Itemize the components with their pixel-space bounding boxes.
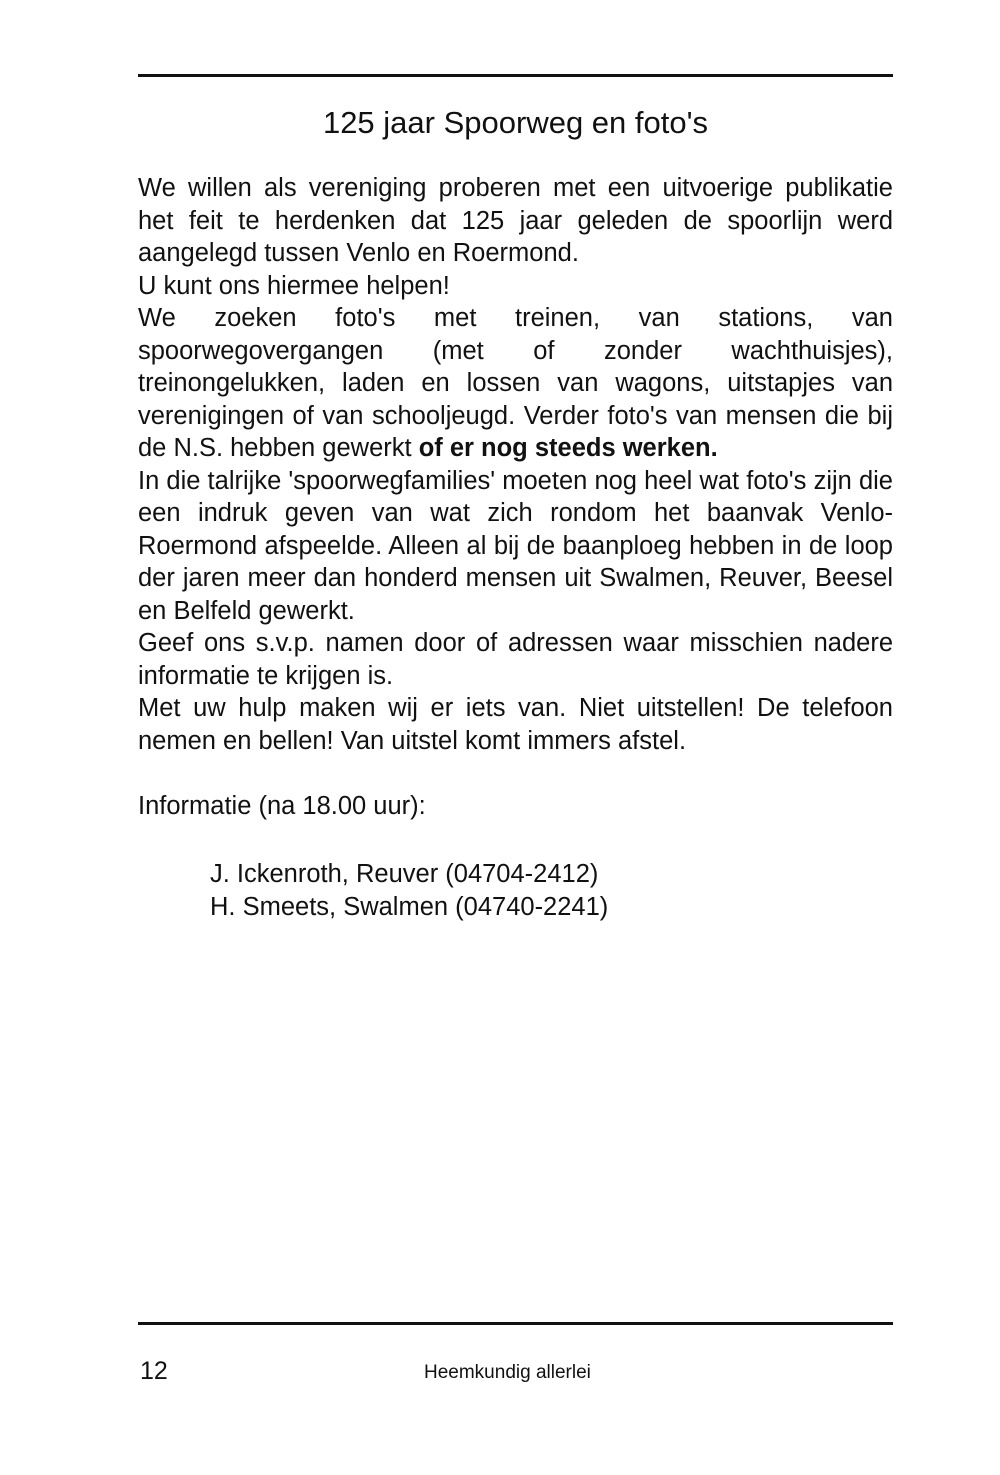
paragraph-closing: Met uw hulp maken wij er iets van. Niet uitstellen! De telefoon nemen en bellen! Van uitstel komt immers afstel. (138, 694, 893, 755)
paragraph-request: Geef ons s.v.p. namen door of adressen waar misschien nadere informatie te krijgen is. (138, 629, 893, 690)
paragraph-intro: We willen als vereniging proberen met een uitvoerige publikatie het feit te herdenken dat 125 jaar geleden de spoorlijn werd aangelegd tussen Venlo en Roermond. (138, 174, 893, 267)
paragraph-help: U kunt ons hiermee helpen! (138, 271, 450, 300)
paragraph-search-text: We zoeken foto's met treinen, van stations, van spoorwegovergangen (met of zonder wachthuisjes), treinongelukken, laden en lossen van wagons, uitstapjes van verenigingen of van schooljeugd. Verder foto's van mensen die bij de N.S. hebben gewerkt (138, 304, 893, 462)
publication-name: Heemkundig allerlei (424, 1362, 591, 1383)
page-title: 125 jaar Spoorweg en foto's (322, 105, 709, 140)
paragraph-search-emphasis: of er nog steeds werken. (418, 434, 718, 462)
paragraph-families: In die talrijke 'spoorwegfamilies' moeten nog heel wat foto's zijn die een indruk geven van wat zich rondom het baanvak Venlo-Roermond afspeelde. Alleen al bij de baanploeg hebben in de loop der jaren meer dan honderd mensen uit Swalmen, Reuver, Beesel en Belfeld gewerkt. (138, 466, 893, 625)
article-body (138, 172, 893, 757)
contact-list (210, 858, 608, 923)
paragraph-search (138, 302, 893, 465)
info-label: Informatie (na 18.00 uur): (138, 792, 426, 820)
contact-item: J. Ickenroth, Reuver (04704-2412) (210, 860, 599, 888)
top-rule (138, 74, 893, 77)
bottom-rule (138, 1322, 893, 1325)
page-number: 12 (140, 1357, 168, 1385)
contact-item: H. Smeets, Swalmen (04740-2241) (210, 892, 609, 921)
